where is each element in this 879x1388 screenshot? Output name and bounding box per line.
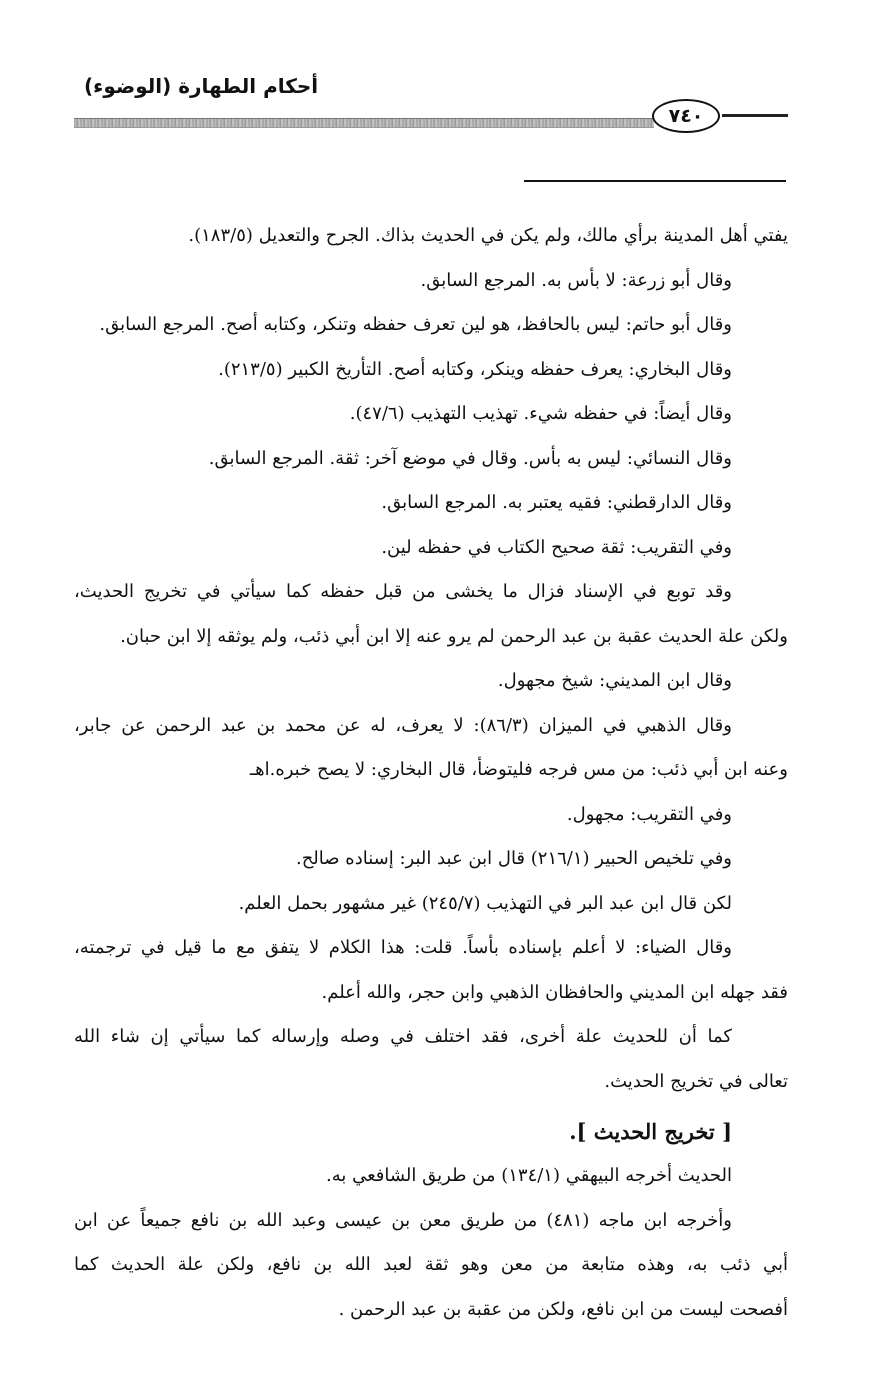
text-line: الحديث أخرجه البيهقي (١٣٤/١) من طريق الشافعي به. [326,1165,732,1186]
text-line: وقد توبع في الإسناد فزال ما يخشى من قبل حفظه كما سيأتي في تخريج الحديث، [74,581,732,602]
main-text [74,214,788,1332]
text-line: أبي ذئب به، وهذه متابعة من معن وهو ثقة لعبد الله بن نافع، ولكن علة الحديث كما [74,1254,788,1275]
text-line: أفصحت ليست من ابن نافع، ولكن من عقبة بن عبد الرحمن . [338,1298,788,1320]
text-line: وفي التقريب: مجهول. [566,803,732,825]
text-line: يفتي أهل المدينة برأي مالك، ولم يكن في الحديث بذاك. الجرح والتعديل (١٨٣/٥). [188,225,788,246]
text-line: وقال النسائي: ليس به بأس. وقال في موضع آخر: ثقة. المرجع السابق. [208,447,732,469]
text-line: وعنه ابن أبي ذئب: من مس فرجه فليتوضأ، قال البخاري: لا يصح خبره.اهـ [249,759,788,780]
text-line: تعالى في تخريج الحديث. [604,1070,788,1092]
section-heading: [ تخريج الحديث ]. [569,1119,732,1144]
text-line: فقد جهله ابن المديني والحافظان الذهبي وابن حجر، والله أعلم. [321,981,788,1003]
header-rule [74,118,654,128]
text-line: وقال أيضاً: في حفظه شيء. تهذيب التهذيب (٤٧/٦). [349,403,732,424]
text-line: وفي التقريب: ثقة صحيح الكتاب في حفظه لين. [381,536,732,558]
page-number: ٧٤٠ [652,99,720,133]
text-line: وفي تلخيص الحبير (٢١٦/١) قال ابن عبد البر: إسناده صالح. [295,848,732,869]
text-line: وقال الضياء: لا أعلم بإسناده بأساً. قلت: هذا الكلام لا يتفق مع ما قيل في ترجمته، [74,937,732,958]
footnote-separator [524,180,786,182]
text-line: وقال أبو حاتم: ليس بالحافظ، هو لين تعرف حفظه وتنكر، وكتابه أصح. المرجع السابق. [99,314,732,335]
text-line: وقال الذهبي في الميزان (٨٦/٣): لا يعرف، له عن محمد بن عبد الرحمن عن جابر، [74,714,732,736]
text-line: ولكن علة الحديث عقبة بن عبد الرحمن لم يرو عنه إلا ابن أبي ذئب، ولم يوثقه إلا ابن حبان. [120,625,788,647]
text-line: لكن قال ابن عبد البر في التهذيب (٢٤٥/٧) غير مشهور بحمل العلم. [238,892,732,914]
text-line: وقال ابن المديني: شيخ مجهول. [497,670,732,691]
text-line: وأخرجه ابن ماجه (٤٨١) من طريق معن بن عيسى وعبد الله بن نافع جميعاً عن ابن [74,1209,732,1231]
text-line: وقال أبو زرعة: لا بأس به. المرجع السابق. [420,269,732,291]
text-line: كما أن للحديث علة أخرى، فقد اختلف في وصله وإرساله كما سيأتي إن شاء الله [74,1026,732,1047]
header-rule-right [722,114,788,117]
text-line: وقال الدارقطني: فقيه يعتبر به. المرجع السابق. [381,492,732,513]
text-line: وقال البخاري: يعرف حفظه وينكر، وكتابه أصح. التأريخ الكبير (٢١٣/٥). [218,358,732,380]
running-header-title: أحكام الطهارة (الوضوء) [84,74,319,98]
